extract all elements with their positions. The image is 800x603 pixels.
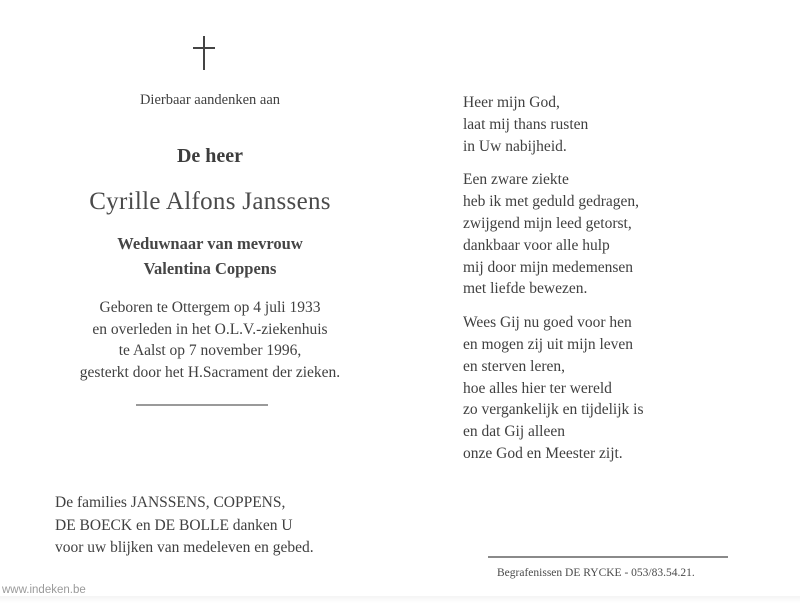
poem-stanza-3: [463, 312, 644, 465]
widower-line: Weduwnaar van mevrouw: [117, 234, 303, 253]
poem-line: zwijgend mijn leed getorst,: [463, 214, 632, 232]
honorific-title: De heer: [176, 145, 244, 167]
spouse-name: Valentina Coppens: [143, 259, 277, 278]
poem-line: Een zware ziekte: [463, 171, 569, 189]
poem-line: hoe alles hier ter wereld: [463, 379, 612, 397]
poem-line: Wees Gij nu goed voor hen: [463, 314, 632, 332]
poem-line: en dat Gij alleen: [463, 423, 565, 441]
poem-line: en sterven leren,: [463, 357, 565, 375]
poem-line: laat mij thans rusten: [463, 115, 589, 133]
prayer-poem: [463, 92, 644, 477]
card-bottom-edge: [0, 596, 800, 603]
poem-line: en mogen zij uit mijn leven: [463, 335, 634, 353]
poem-stanza-1: [463, 92, 644, 157]
poem-line: mij door mijn medemensen: [463, 258, 634, 276]
deceased-name: Cyrille Alfons Janssens: [89, 188, 331, 215]
thanks-line: voor uw blijken van medeleven en gebed.: [55, 539, 314, 556]
funeral-home-credit: Begrafenissen DE RYCKE - 053/83.54.21.: [497, 567, 695, 579]
intro-text: Dierbaar aandenken aan: [139, 92, 281, 108]
poem-stanza-2: [463, 169, 644, 300]
cross-icon: [193, 36, 215, 70]
poem-line: zo vergankelijk en tijdelijk is: [463, 401, 644, 419]
bio-line: Geboren te Ottergem op 4 juli 1933: [99, 299, 321, 316]
poem-line: Heer mijn God,: [463, 94, 560, 111]
divider-left: [136, 404, 268, 406]
divider-right: [488, 556, 728, 558]
cross-horizontal-bar: [193, 47, 215, 49]
poem-line: heb ik met geduld gedragen,: [463, 193, 640, 211]
biography: [40, 297, 380, 383]
poem-line: met liefde bewezen.: [463, 280, 588, 298]
poem-line: onze God en Meester zijt.: [463, 444, 623, 462]
poem-line: dankbaar voor alle hulp: [463, 236, 610, 254]
widower-notice: [40, 231, 380, 281]
poem-line: in Uw nabijheid.: [463, 137, 567, 155]
bio-line: te Aalst op 7 november 1996,: [118, 342, 302, 359]
thanks-line: De families JANSSENS, COPPENS,: [55, 494, 286, 511]
bio-line: en overleden in het O.L.V.-ziekenhuis: [92, 320, 328, 338]
thanks-line: DE BOECK en DE BOLLE danken U: [55, 516, 293, 534]
family-thanks: [55, 492, 314, 560]
bio-line: gesterkt door het H.Sacrament der zieken.: [79, 363, 341, 381]
cross-vertical-bar: [203, 36, 205, 70]
site-watermark: www.indeken.be: [2, 584, 86, 596]
